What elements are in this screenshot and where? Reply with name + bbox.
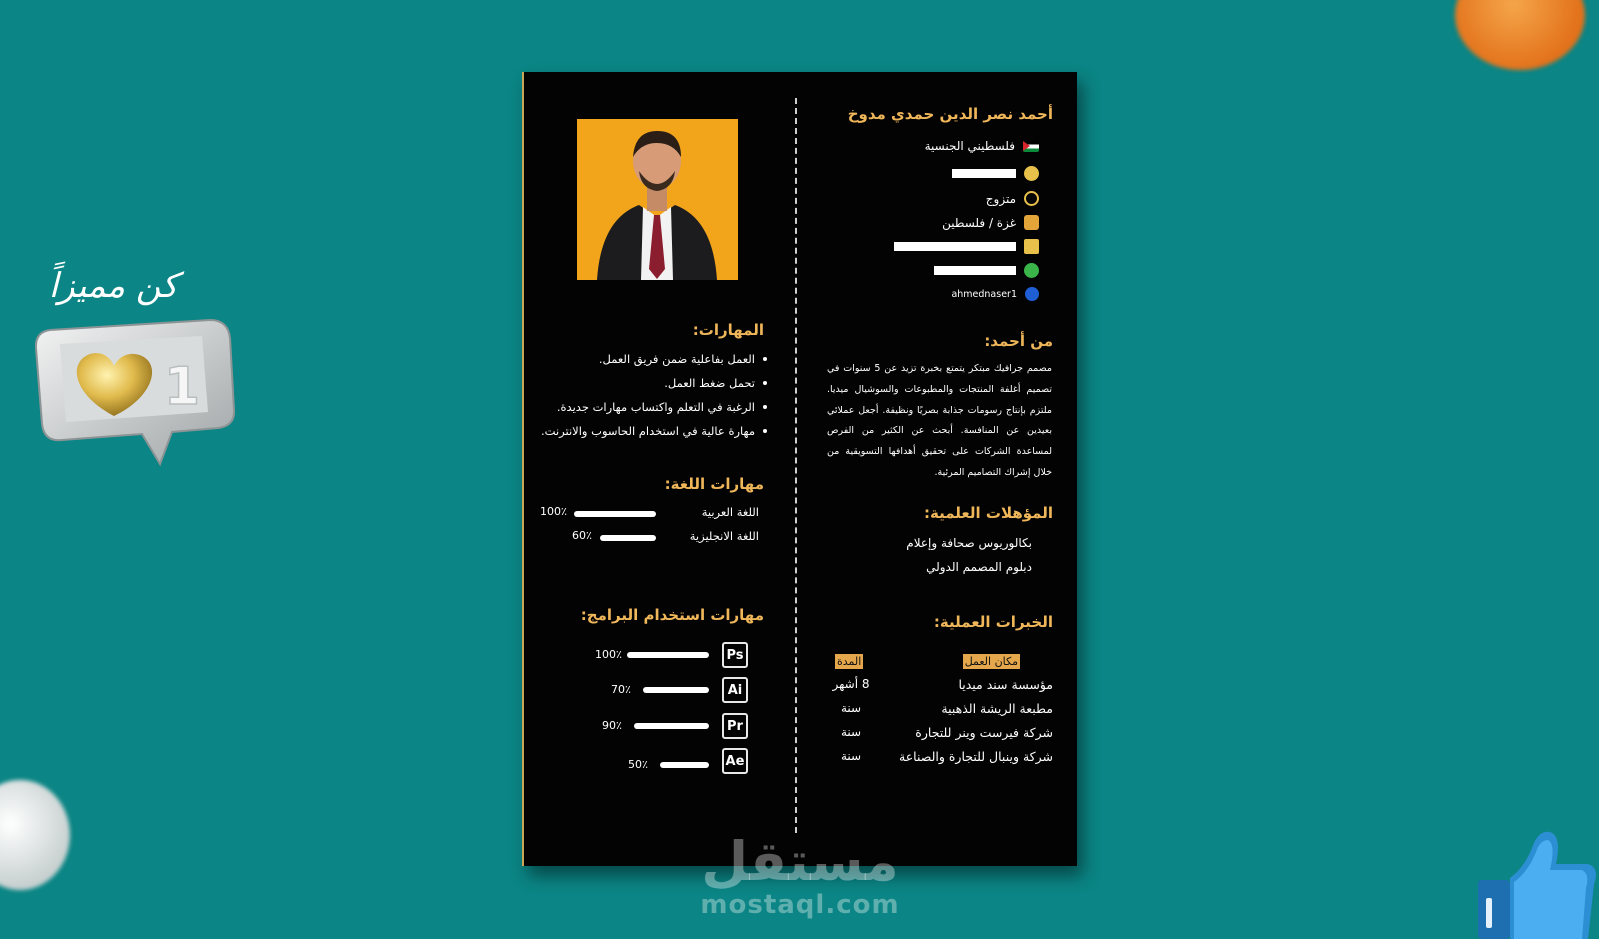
software-percent-ps: 100٪ (595, 648, 622, 661)
location-map-icon (1024, 215, 1039, 230)
like-count: 1 (163, 357, 201, 417)
thumbs-up-icon (1470, 818, 1599, 939)
experience-col-place: مكان العمل (964, 655, 1018, 668)
experience-place-4: شركة وينبال للتجارة والصناعة (899, 749, 1053, 764)
experience-place-1: مؤسسة سند ميديا (958, 677, 1053, 692)
experience-duration-2: سنة (840, 701, 862, 715)
language-name-1: اللغة العربية (701, 505, 759, 519)
education-item-1: بكالوريوس صحافة وإعلام (906, 536, 1032, 550)
education-title: المؤهلات العلمية: (924, 504, 1053, 522)
candidate-name: أحمد نصر الدين حمدي مدوخ (847, 105, 1053, 123)
orange-ball-decoration (1455, 0, 1585, 70)
redacted-phone (934, 266, 1016, 275)
white-ball-decoration (0, 780, 70, 890)
experience-place-2: مطبعة الريشة الذهبية (941, 701, 1053, 716)
cv-document (522, 72, 1077, 866)
palestine-flag-icon (1023, 141, 1039, 152)
skill-text-2: تحمل ضغط العمل. (664, 376, 755, 390)
experience-place-3: شركة فيرست وينر للتجارة (915, 725, 1053, 740)
experience-col-duration: المدة (837, 655, 862, 668)
redacted-id (952, 169, 1016, 178)
skill-item-2 (664, 376, 767, 390)
whatsapp-icon (1024, 263, 1039, 278)
column-divider (795, 98, 797, 833)
info-email (894, 239, 1039, 254)
skill-item-4 (541, 424, 767, 438)
watermark-arabic: مستقل (701, 830, 899, 893)
premiere-icon: Pr (722, 713, 748, 739)
language-percent-1: 100٪ (540, 505, 567, 518)
software-percent-ae: 50٪ (628, 758, 648, 771)
languages-title: مهارات اللغة: (664, 475, 764, 493)
slogan-text: كن مميزاً (48, 266, 178, 306)
skill-text-1: العمل بفاعلية ضمن فريق العمل. (598, 352, 755, 366)
software-bar-pr (634, 723, 709, 729)
skills-title: المهارات: (692, 321, 764, 339)
rings-icon (1024, 191, 1039, 206)
redacted-email (894, 242, 1016, 251)
language-bar-2 (600, 535, 656, 541)
profile-photo (577, 119, 738, 280)
education-item-2: دبلوم المصمم الدولي (926, 560, 1032, 574)
info-behance (951, 287, 1039, 301)
software-bar-ai (643, 687, 709, 693)
software-title: مهارات استخدام البرامج: (580, 606, 764, 624)
about-text: مصمم جرافيك مبتكر يتمتع بخبرة تزيد عن 5 سنوات في تصميم أغلفة المنتجات والمطبوعات والسوشيال ميديا. ملتزم بإنتاج رسومات جذابة بصريًا ونظيفة. أجعل عملائي بعيدين عن المنافسة. أبحث عن الكثير من الفرص لمساعدة الشركات على تحقيق أهدافها التسويقية من خلال إشراك التصاميم المرئية. (827, 363, 1052, 478)
slogan-handwritten (28, 245, 188, 325)
language-bar-1 (574, 511, 656, 517)
software-percent-ai: 70٪ (611, 683, 631, 696)
info-location (942, 215, 1039, 230)
about-title: من أحمد: (984, 332, 1053, 350)
language-percent-2: 60٪ (572, 529, 592, 542)
info-nationality (925, 139, 1039, 153)
software-percent-pr: 90٪ (602, 719, 622, 732)
info-id (952, 166, 1039, 181)
behance-username: ahmednaser1 (951, 288, 1017, 300)
experience-duration-4: سنة (840, 749, 862, 763)
skill-text-4: مهارة عالية في استخدام الحاسوب والانترنت. (541, 424, 755, 438)
marital-status-text: متزوج (985, 191, 1016, 206)
software-bar-ps (627, 652, 709, 658)
experience-duration-3: سنة (840, 725, 862, 739)
language-name-2: اللغة الانجليزية (689, 529, 759, 543)
info-whatsapp (934, 263, 1039, 278)
skill-text-3: الرغبة في التعلم واكتساب مهارات جديدة. (556, 400, 755, 414)
skill-item-3 (557, 400, 767, 414)
after-effects-icon: Ae (722, 748, 748, 774)
location-text: غزة / فلسطين (942, 215, 1016, 230)
watermark-latin: mostaql.com (700, 890, 900, 920)
photoshop-icon: Ps (722, 642, 748, 668)
skill-item-1 (599, 352, 767, 366)
person-portrait-icon (577, 119, 738, 280)
experience-duration-1: 8 أشهر (832, 677, 870, 691)
email-icon (1024, 239, 1039, 254)
illustrator-icon: Ai (722, 677, 748, 703)
software-bar-ae (660, 762, 709, 768)
like-heart-bubble-icon (32, 318, 237, 468)
behance-icon (1025, 287, 1039, 301)
nationality-text: فلسطيني الجنسية (924, 139, 1015, 153)
id-card-icon (1024, 166, 1039, 181)
experience-title: الخبرات العملية: (933, 613, 1053, 631)
mostaql-watermark (700, 832, 900, 922)
info-marital (986, 191, 1039, 206)
